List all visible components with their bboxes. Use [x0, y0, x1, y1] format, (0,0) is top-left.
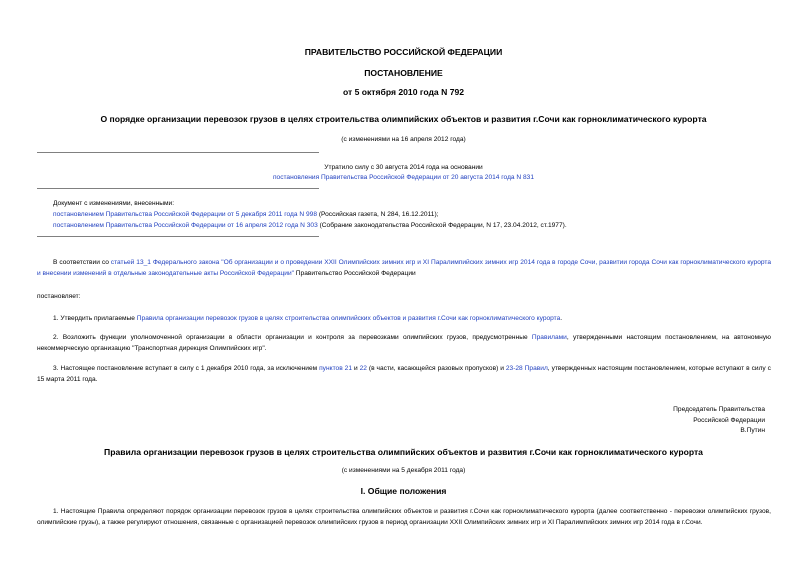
rules-ref-link[interactable]: Правилами	[531, 334, 567, 341]
amendment-item: постановлением Правительства Российской Федерации от 5 декабря 2011 года N 998 (Российская газета, N 284, 16.12.2011);	[53, 211, 439, 218]
signature-name: В.Путин	[740, 427, 765, 434]
divider	[37, 188, 319, 189]
preamble-paragraph: В соответствии со статьей 13_1 Федерального закона "Об организации и о проведении XXII Олимпийских зимних игр и XI Паралимпийских зимних игр 2014 года в городе Сочи, развитии города Сочи как горноклиматического курорта и внесении изменений в отдельные законодательные акты Российской Федерации" Правительство Российской Федерации	[37, 259, 771, 277]
document-type: ПОСТАНОВЛЕНИЕ	[364, 68, 443, 78]
amendment-link[interactable]: постановлением Правительства Российской Федерации от 16 апреля 2012 года N 303	[53, 222, 318, 229]
paragraph-1: 1. Утвердить прилагаемые Правила организации перевозок грузов в целях строительства олимпийских объектов и развития г.Сочи как горноклиматического курорта.	[53, 315, 563, 322]
points-21-link[interactable]: пунктов 21	[319, 365, 352, 372]
signature-org: Российской Федерации	[693, 416, 765, 424]
rules-changes: (с изменениями на 5 декабря 2011 года)	[341, 467, 466, 474]
amendment-link[interactable]: постановлением Правительства Российской Федерации от 5 декабря 2011 года N 998	[53, 211, 317, 218]
signature-block	[673, 405, 765, 437]
rules-title: Правила организации перевозок грузов в целях строительства олимпийских объектов и развития г.Сочи как горноклиматического курорта	[104, 447, 703, 457]
paragraph-3: 3. Настоящее постановление вступает в силу с 1 декабря 2010 года, за исключением пунктов 21 и 22 (в части, касающейся разовых пропусков) и 23-28 Правил, утвержденных настоящим постановлением, которые вступают в силу с 15 марта 2011 года.	[37, 365, 771, 383]
expired-link[interactable]: постановления Правительства Российской Федерации от 20 августа 2014 года N 831	[272, 174, 535, 181]
divider	[37, 152, 319, 153]
expired-note: Утратило силу с 30 августа 2014 года на основании	[324, 164, 483, 171]
document-changes: (с изменениями на 16 апреля 2012 года)	[341, 136, 466, 143]
signature-title: Председатель Правительства	[673, 406, 765, 413]
amendments-intro: Документ с изменениями, внесенными:	[53, 200, 175, 207]
document-date: от 5 октября 2010 года N 792	[342, 87, 465, 97]
paragraph-2: 2. Возложить функции уполномоченной организации в области организации и контроля за перевозками олимпийских грузов, предусмотренные Правилами, утвержденными настоящим постановлением, на автономную некоммерческую организацию "Транспортная дирекция Олимпийских игр".	[37, 334, 771, 352]
federal-law-link[interactable]: статьей 13_1 Федерального закона "Об организации и о проведении XXII Олимпийских зимних игр и XI Паралимпийских зимних игр 2014 года в городе Сочи, развитии города Сочи как горноклиматического курорта и внесении изменений в отдельные законодательные акты Российской Федерации"	[37, 259, 771, 277]
government-name: ПРАВИТЕЛЬСТВО РОССИЙСКОЙ ФЕДЕРАЦИИ	[304, 47, 503, 57]
document-title: О порядке организации перевозок грузов в целях строительства олимпийских объектов и развития г.Сочи как горноклиматического курорта	[100, 114, 707, 124]
decrees-label: постановляет:	[37, 293, 81, 300]
point-22-link[interactable]: 22	[359, 365, 367, 372]
rules-link[interactable]: Правила организации перевозок грузов в целях строительства олимпийских объектов и развития г.Сочи как горноклиматического курорта	[136, 315, 561, 322]
section-heading: I. Общие положения	[360, 486, 447, 496]
amendment-item: постановлением Правительства Российской Федерации от 16 апреля 2012 года N 303 (Собрание законодательства Российской Федерации, N 17, 23.04.2012, ст.1977).	[53, 222, 567, 229]
divider	[37, 236, 319, 237]
points-23-28-link[interactable]: 23-28 Правил	[505, 365, 548, 372]
rules-paragraph-1: 1. Настоящие Правила определяют порядок организации перевозок грузов в целях строительства олимпийских объектов и развития г.Сочи как горноклиматического курорта (далее соответственно - перевозки олимпийских грузов, олимпийские грузы), а также регулируют отношения, связанные с организацией перевозок олимпийских грузов в период организации XXII Олимпийских зимних игр и XI Паралимпийских зимних игр 2014 года в г.Сочи.	[37, 508, 771, 526]
